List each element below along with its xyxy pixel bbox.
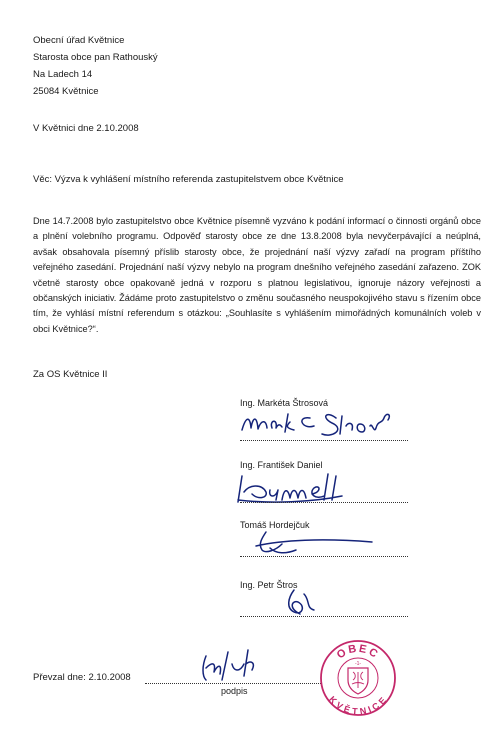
recipient-address xyxy=(33,32,158,100)
signer-name: Tomáš Hordejčuk xyxy=(240,520,310,530)
stamp-top-text: OBEC xyxy=(334,642,382,662)
received-signature-line xyxy=(145,683,321,684)
signer-name: Ing. Petr Štros xyxy=(240,580,298,590)
handwritten-signature xyxy=(280,586,330,620)
stamp-mark: -1- xyxy=(354,661,362,667)
coat-of-arms-icon xyxy=(348,668,368,694)
recipient-street: Na Ladech 14 xyxy=(33,69,93,80)
signature-line xyxy=(240,616,408,617)
recipient-mayor: Starosta obce pan Rathouský xyxy=(33,52,158,63)
signature-caption: podpis xyxy=(221,686,248,696)
subject-line: Věc: Výzva k vyhlášení místního referenda zastupitelstvem obce Květnice xyxy=(33,174,344,185)
stamp-bottom-text: KVĚTNICE xyxy=(327,694,390,717)
signature-line xyxy=(240,440,408,441)
recipient-office: Obecní úřad Květnice xyxy=(33,35,125,46)
handwritten-signature xyxy=(232,470,412,506)
letter-body: Dne 14.7.2008 bylo zastupitelstvo obce Květnice písemně vyzváno k podání informací o činnosti orgánů obce a plnění volebního programu. Odpověď starosty obce ze dne 13.8.2008 byla nevyčerpávající a neúplná, avšak obsahovala písemný příslib starosty obce, že projednání naší výzvy zařadí na program příštího veřejného zasedání. Projednání naší výzvy nebylo na program dnešního veřejného zasedání zařazeno. ZOK včetně starosty obce opakovaně jedná v rozporu s platnou legislativou, ignoruje názory veřejnosti a občanských iniciativ. Žádáme proto zastupitelstvo o změnu současného neuspokojivého stavu s řízením obce tím, že vyhlásí místní referendum s otázkou: „Souhlasíte s vyhlášením mimořádných komunálních voleb v obci Květnice?“. xyxy=(33,216,481,334)
signer-name: Ing. František Daniel xyxy=(240,460,323,470)
signature-line xyxy=(240,556,408,557)
municipal-stamp xyxy=(318,638,398,718)
signer-name: Ing. Markéta Štrosová xyxy=(240,398,329,408)
place-date: V Květnici dne 2.10.2008 xyxy=(33,123,139,134)
closing-line: Za OS Květnice II xyxy=(33,369,108,380)
handwritten-signature xyxy=(192,646,282,684)
signature-line xyxy=(240,502,408,503)
received-date: Převzal dne: 2.10.2008 xyxy=(33,672,131,683)
handwritten-signature xyxy=(236,404,416,440)
recipient-city: 25084 Květnice xyxy=(33,86,99,97)
